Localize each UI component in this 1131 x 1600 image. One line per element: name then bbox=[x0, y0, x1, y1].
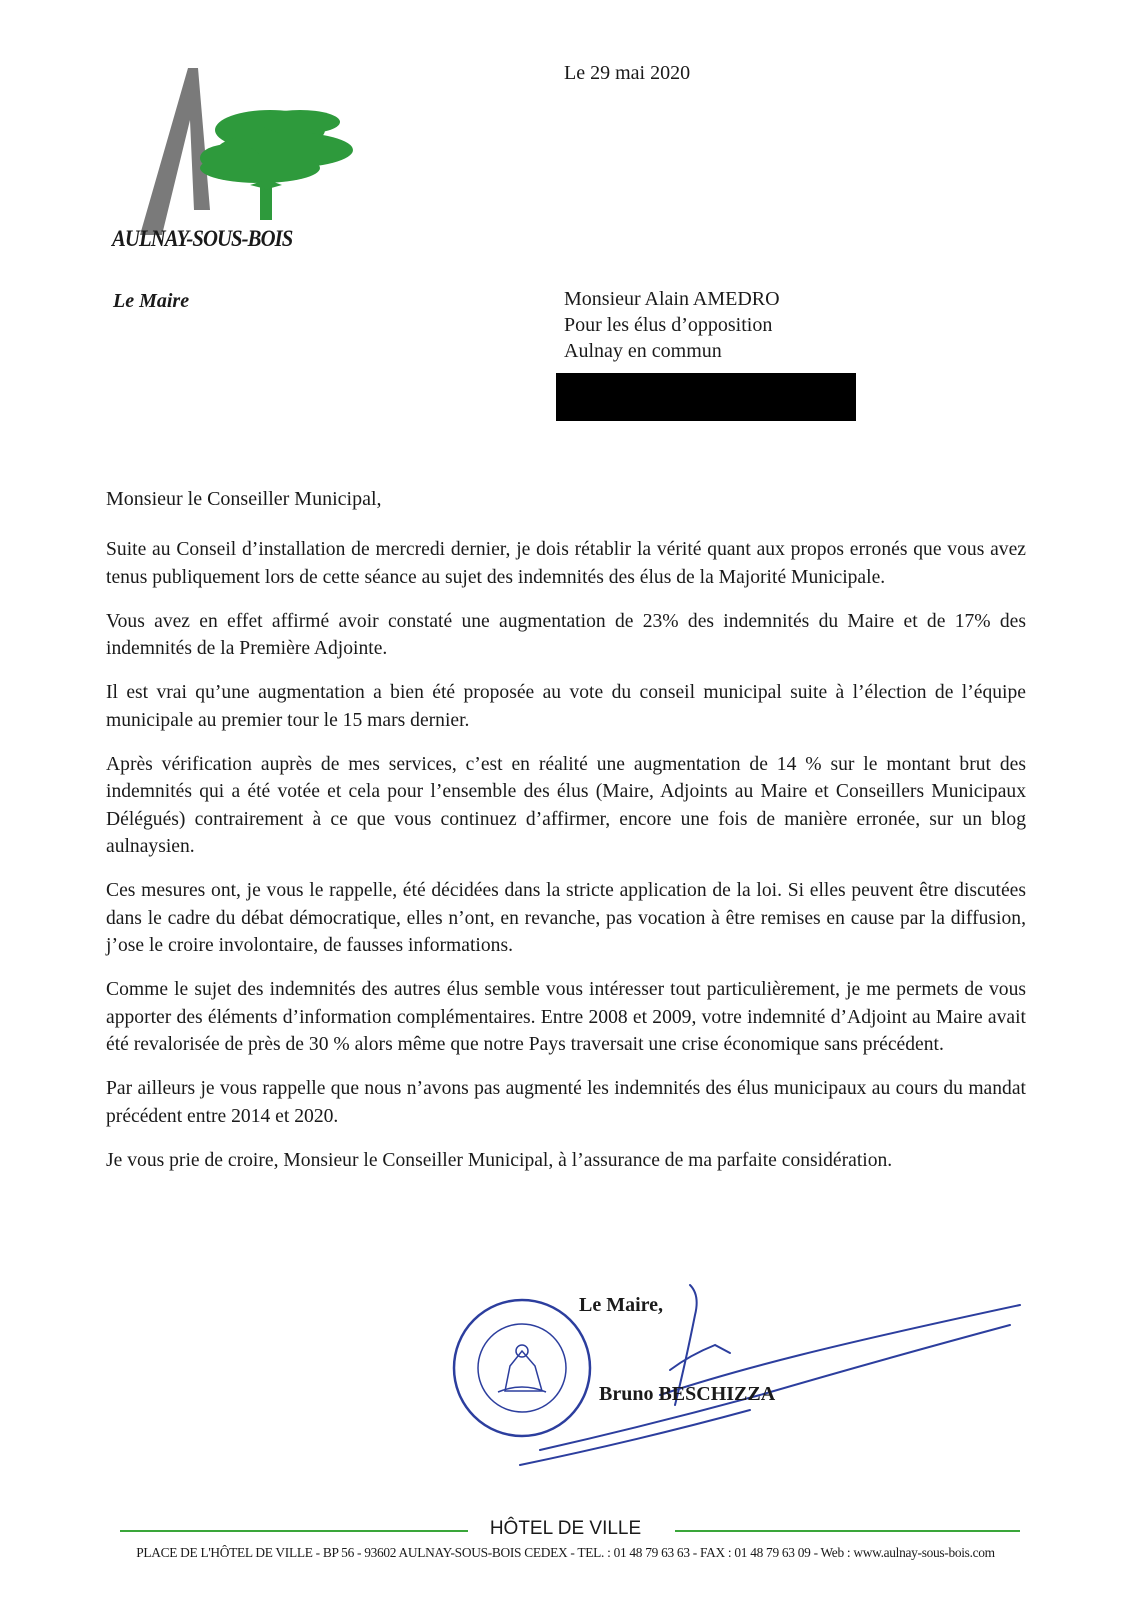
signatory-name: Bruno BESCHIZZA bbox=[599, 1383, 776, 1405]
sender-title: Le Maire bbox=[113, 290, 190, 312]
body-paragraph: Par ailleurs je vous rappelle que nous n’avons pas augmenté les indemnités des élus municipaux au cours du mandat précédent entre 2014 et 2020. bbox=[106, 1078, 1026, 1127]
body-paragraph: Après vérification auprès de mes services, c’est en réalité une augmentation de 14 % sur le montant brut des indemnités qui a été votée et cela pour l’ensemble des élus (Maire, Adjoints au Maire et Conseillers Municipaux Délégués) contrairement à ce que vous continuez d’affirmer, encore une fois de manière erronée, sur un blog aulnaysien. bbox=[106, 753, 1026, 857]
recipient-line: Monsieur Alain AMEDRO bbox=[564, 288, 780, 310]
body-paragraph: Suite au Conseil d’installation de mercredi dernier, je dois rétablir la vérité quant aux propos erronés que vous avez tenus publiquement lors de cette séance au sujet des indemnités des élus de la Majorité Municipale. bbox=[106, 539, 1026, 588]
city-name: AULNAY-SOUS-BOIS bbox=[112, 226, 293, 251]
footer-title: HÔTEL DE VILLE bbox=[489, 1518, 642, 1539]
body-paragraph: Vous avez en effet affirmé avoir constaté une augmentation de 23% des indemnités du Maire et de 17% des indemnités de la Première Adjointe. bbox=[106, 610, 1026, 659]
body-paragraph: Je vous prie de croire, Monsieur le Conseiller Municipal, à l’assurance de ma parfaite considération. bbox=[106, 1149, 893, 1171]
recipient-line: Aulnay en commun bbox=[564, 340, 722, 362]
recipient-address bbox=[564, 286, 780, 364]
body-paragraph: Ces mesures ont, je vous le rappelle, été décidées dans la stricte application de la loi. Si elles peuvent être discutées dans le cadre du débat démocratique, elles n’ont, en revanche, pas vocation à être remises en cause par la diffusion, j’ose le croire involontaire, de fausses informations. bbox=[106, 880, 1026, 956]
salutation: Monsieur le Conseiller Municipal, bbox=[106, 488, 382, 510]
signature-title: Le Maire, bbox=[579, 1294, 664, 1316]
letter-body bbox=[106, 536, 1026, 1191]
footer-address: PLACE DE L'HÔTEL DE VILLE - BP 56 - 93602 AULNAY-SOUS-BOIS CEDEX - TEL. : 01 48 79 63 63 - FAX : 01 48 79 63 09 - Web : www.aulnay-sous-bois.com bbox=[136, 1545, 995, 1560]
redaction-block bbox=[556, 373, 856, 421]
letter-date: Le 29 mai 2020 bbox=[564, 62, 691, 84]
body-paragraph: Comme le sujet des indemnités des autres élus semble vous intéresser tout particulièrement, je me permets de vous apporter des éléments d’information complémentaires. Entre 2008 et 2009, votre indemnité d’Adjoint au Maire avait été revalorisée de près de 30 % alors même que notre Pays traversait une crise économique sans précédent. bbox=[106, 979, 1026, 1055]
body-paragraph: Il est vrai qu’une augmentation a bien été proposée au vote du conseil municipal suite à l’élection de l’équipe municipale au premier tour le 15 mars dernier. bbox=[106, 682, 1026, 731]
recipient-line: Pour les élus d’opposition bbox=[564, 314, 773, 336]
